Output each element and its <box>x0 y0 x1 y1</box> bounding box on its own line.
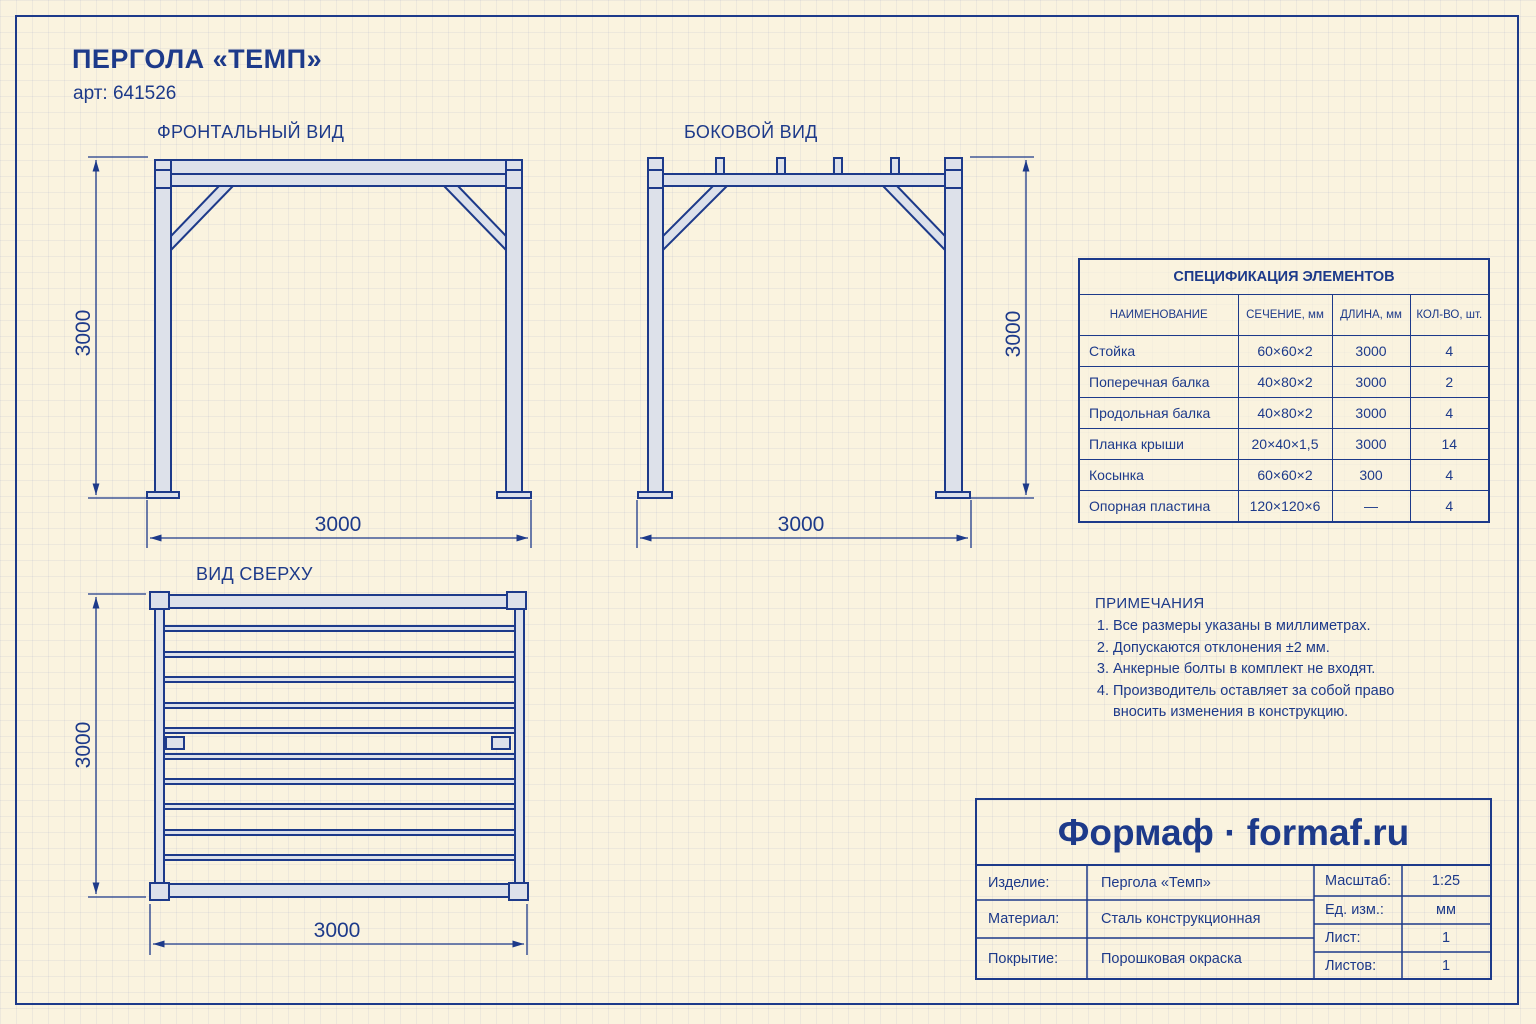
side-width-dimension: 3000 <box>777 513 825 536</box>
side-brace-right <box>883 186 945 250</box>
front-cross-beam <box>155 174 522 186</box>
spec-title: СПЕЦИФИКАЦИЯ ЭЛЕМЕНТОВ <box>1080 260 1488 295</box>
spec-cell-section: 40×80×2 <box>1238 367 1332 398</box>
side-brace-left <box>663 186 727 250</box>
side-view <box>638 158 970 498</box>
front-brace-left <box>171 186 233 250</box>
scale-label: Масштаб: <box>1325 873 1392 889</box>
top-post-sw <box>150 883 169 900</box>
unit-value: мм <box>1436 902 1456 918</box>
material-value: Сталь конструкционная <box>1101 911 1261 927</box>
spec-cell-section: 60×60×2 <box>1238 460 1332 491</box>
front-view-label: ФРОНТАЛЬНЫЙ ВИД <box>157 122 345 142</box>
spec-cell-length: 3000 <box>1332 429 1410 460</box>
spec-cell-length: 3000 <box>1332 336 1410 367</box>
table-row <box>1080 491 1488 522</box>
notes-title: ПРИМЕЧАНИЯ <box>1095 595 1205 612</box>
spec-cell-qty: 4 <box>1410 460 1488 491</box>
spec-cell-name: Планка крыши <box>1080 429 1238 460</box>
table-row <box>1080 429 1488 460</box>
spec-cell-section: 40×80×2 <box>1238 398 1332 429</box>
front-view <box>147 160 531 498</box>
product-label: Изделие: <box>988 875 1050 891</box>
front-post-right <box>506 160 522 493</box>
top-beam-right <box>515 600 524 892</box>
spec-cell-name: Стойка <box>1080 336 1238 367</box>
coating-label: Покрытие: <box>988 951 1059 967</box>
top-height-dimension: 3000 <box>72 721 95 769</box>
side-post-right <box>945 158 962 493</box>
front-post-left <box>155 160 171 493</box>
scale-value: 1:25 <box>1431 873 1461 889</box>
drawing-title: ПЕРГОЛА «ТЕМП» <box>72 44 323 74</box>
top-width-dimension: 3000 <box>313 919 361 942</box>
specification-table <box>1078 258 1490 523</box>
side-longitudinal-beam <box>648 174 962 186</box>
spec-header-section: СЕЧЕНИЕ, мм <box>1238 295 1332 336</box>
spec-cell-section: 20×40×1,5 <box>1238 429 1332 460</box>
top-post-ne <box>507 592 526 609</box>
spec-cell-qty: 4 <box>1410 336 1488 367</box>
top-connector-left <box>166 737 184 749</box>
spec-header-name: НАИМЕНОВАНИЕ <box>1080 295 1238 336</box>
top-post-nw <box>150 592 169 609</box>
spec-cell-name: Поперечная балка <box>1080 367 1238 398</box>
unit-label: Ед. изм.: <box>1325 902 1384 918</box>
note-item: 2. Допускаются отклонения ±2 мм. <box>1113 638 1413 659</box>
top-post-se <box>509 883 528 900</box>
spec-cell-length: 300 <box>1332 460 1410 491</box>
table-row <box>1080 336 1488 367</box>
side-view-label: БОКОВОЙ ВИД <box>684 122 818 142</box>
sheet-label: Лист: <box>1325 930 1361 946</box>
spec-cell-section: 120×120×6 <box>1238 491 1332 522</box>
note-item: 1. Все размеры указаны в миллиметрах. <box>1113 616 1413 637</box>
spec-cell-name: Продольная балка <box>1080 398 1238 429</box>
table-row <box>1080 460 1488 491</box>
side-post-cap-left <box>648 170 663 188</box>
top-beam-upper <box>155 595 524 608</box>
spec-header-row <box>1080 295 1488 336</box>
front-width-dimension: 3000 <box>314 513 362 536</box>
front-brace-right <box>444 186 506 250</box>
side-height-dimension: 3000 <box>1002 310 1025 358</box>
material-label: Материал: <box>988 911 1060 927</box>
table-row <box>1080 367 1488 398</box>
spec-cell-section: 60×60×2 <box>1238 336 1332 367</box>
spec-cell-qty: 4 <box>1410 398 1488 429</box>
spec-cell-length: 3000 <box>1332 367 1410 398</box>
title-block <box>975 798 1492 980</box>
spec-cell-length: — <box>1332 491 1410 522</box>
top-view <box>150 592 528 900</box>
note-item: 4. Производитель оставляет за собой право вносить изменения в конструкцию. <box>1113 681 1413 724</box>
spec-cell-qty: 4 <box>1410 491 1488 522</box>
front-post-cap-right <box>506 170 522 188</box>
top-roof-slats <box>163 626 516 860</box>
spec-cell-name: Косынка <box>1080 460 1238 491</box>
side-post-left <box>648 158 663 493</box>
front-top-slat-band <box>155 160 522 174</box>
note-item: 3. Анкерные болты в комплект не входят. <box>1113 659 1413 680</box>
product-value: Пергола «Темп» <box>1101 875 1211 891</box>
top-connector-right <box>492 737 510 749</box>
front-post-cap-left <box>155 170 171 188</box>
spec-cell-qty: 2 <box>1410 367 1488 398</box>
side-base-plate-left <box>638 492 672 498</box>
brand-name: Формаф · formaf.ru <box>977 800 1490 866</box>
top-view-label: ВИД СВЕРХУ <box>196 564 313 584</box>
top-beam-lower <box>155 884 524 897</box>
front-height-dimension: 3000 <box>72 309 95 357</box>
article-number: арт: 641526 <box>73 83 177 104</box>
sheet-value: 1 <box>1441 930 1451 946</box>
coating-value: Порошковая окраска <box>1101 951 1242 967</box>
spec-header-length: ДЛИНА, мм <box>1332 295 1410 336</box>
side-roof-slats <box>716 158 899 174</box>
sheets-value: 1 <box>1441 958 1451 974</box>
sheets-label: Листов: <box>1325 958 1377 974</box>
spec-cell-length: 3000 <box>1332 398 1410 429</box>
front-base-plate-right <box>497 492 531 498</box>
side-base-plate-right <box>936 492 970 498</box>
spec-cell-qty: 14 <box>1410 429 1488 460</box>
spec-header-qty: КОЛ-ВО, шт. <box>1410 295 1488 336</box>
side-post-cap-right <box>945 170 962 188</box>
notes-section <box>1095 593 1413 723</box>
front-base-plate-left <box>147 492 179 498</box>
top-beam-left <box>155 600 164 892</box>
spec-cell-name: Опорная пластина <box>1080 491 1238 522</box>
table-row <box>1080 398 1488 429</box>
